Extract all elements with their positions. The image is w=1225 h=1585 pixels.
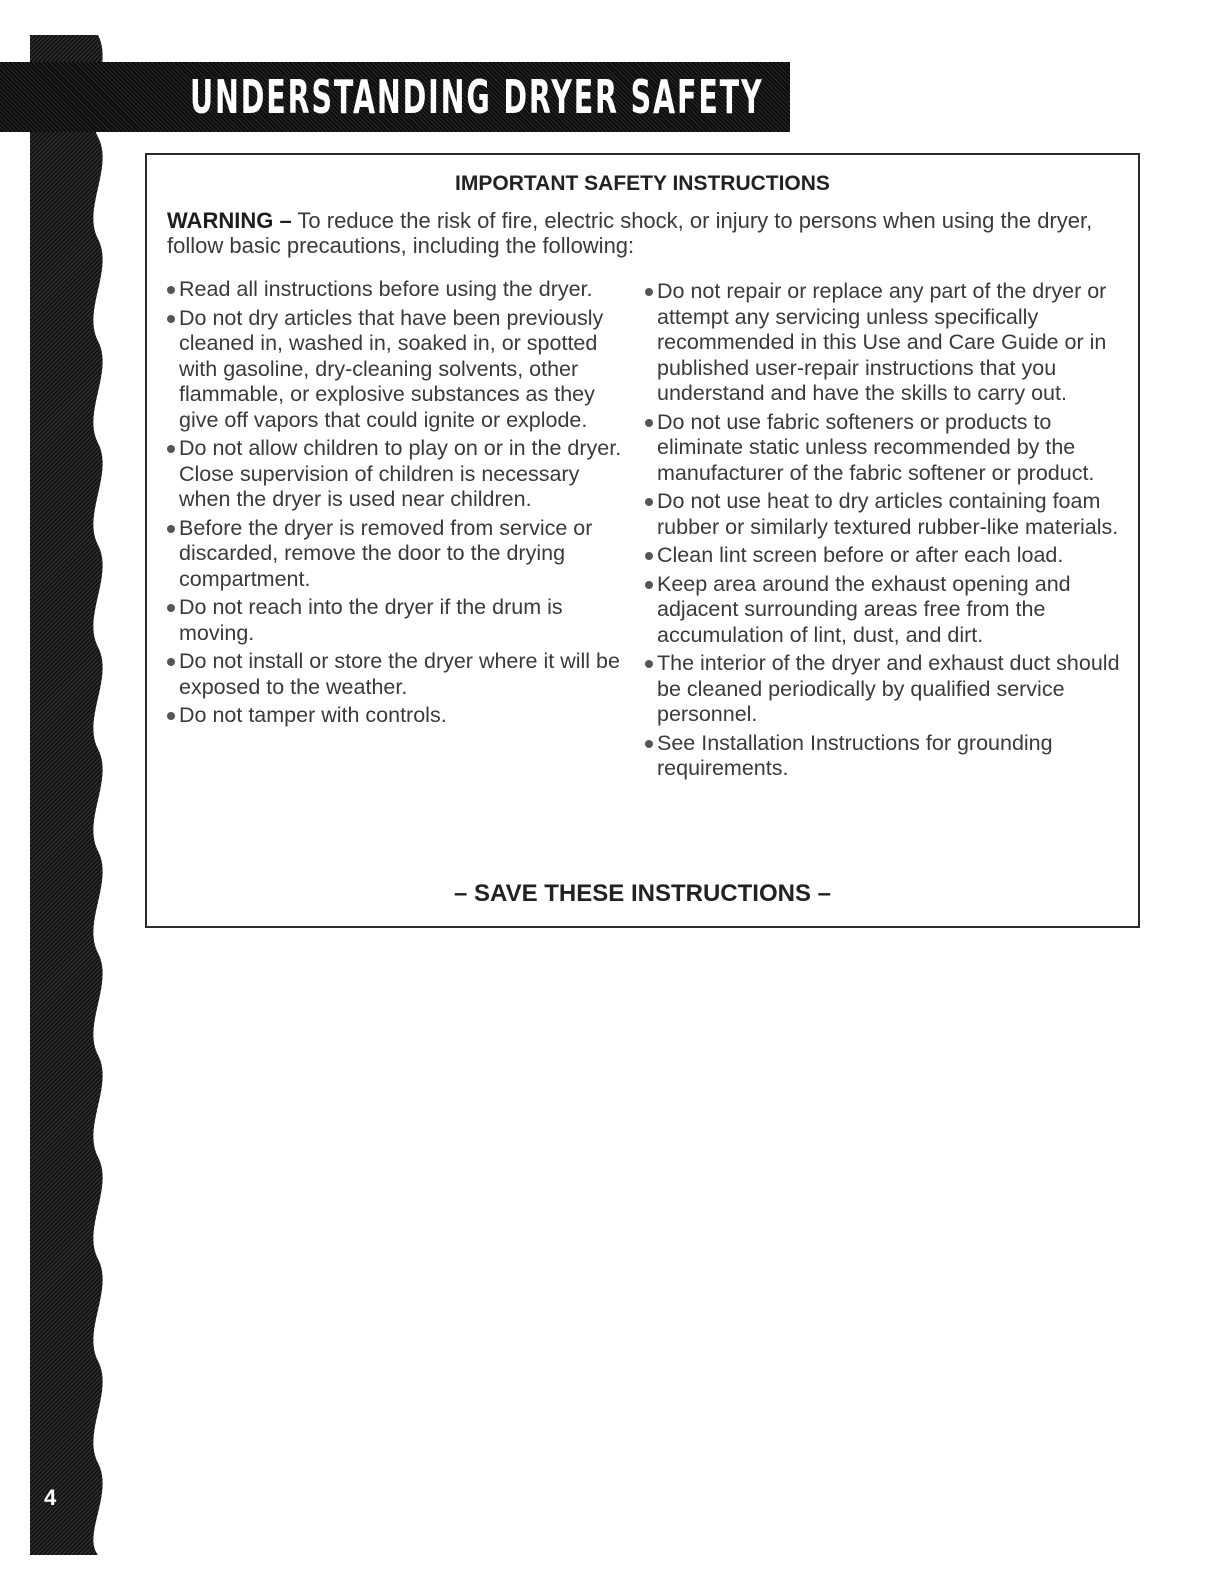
bullet-icon xyxy=(167,286,175,294)
bullet-icon xyxy=(167,658,175,666)
list-item xyxy=(645,279,1125,407)
list-item xyxy=(167,306,627,434)
list-item-text: Read all instructions before using the dryer. xyxy=(179,277,593,301)
list-item xyxy=(645,651,1125,728)
decorative-side-strip xyxy=(0,0,140,1585)
bullet-icon xyxy=(645,660,653,668)
warning-label: WARNING – xyxy=(167,208,292,233)
list-item xyxy=(167,516,627,593)
list-item xyxy=(645,410,1125,487)
list-item-text: Do not use heat to dry articles containing foam rubber or similarly textured rubber-like materials. xyxy=(657,489,1119,539)
list-item xyxy=(645,731,1125,782)
right-instructions-column xyxy=(645,279,1125,785)
list-item-text: Do not repair or replace any part of the dryer or attempt any servicing unless specifically recommended in this Use and Care Guide or in published user-repair instructions that you understand and have the skills to carry out. xyxy=(657,279,1107,405)
box-heading-text: IMPORTANT SAFETY INSTRUCTIONS xyxy=(455,172,830,195)
list-item xyxy=(645,489,1125,540)
list-item xyxy=(167,277,627,303)
warning-text: To reduce the risk of fire, electric shock, or injury to persons when using the dryer, follow basic precautions, including the following: xyxy=(167,208,1093,258)
list-item-text: Do not tamper with controls. xyxy=(179,703,447,727)
warning-paragraph xyxy=(167,208,1127,258)
list-item xyxy=(645,543,1125,569)
list-item-text: Do not allow children to play on or in the dryer. Close supervision of children is necessary when the dryer is used near children. xyxy=(179,436,622,511)
box-heading xyxy=(145,172,1140,196)
list-item-text: Keep area around the exhaust opening and adjacent surrounding areas free from the accumulation of lint, dust, and dirt. xyxy=(657,571,1071,647)
list-item-text: See Installation Instructions for grounding requirements. xyxy=(657,730,1053,780)
save-instructions-line xyxy=(145,880,1140,908)
bullet-icon xyxy=(645,288,653,296)
list-item-text: Do not install or store the dryer where it will be exposed to the weather. xyxy=(179,649,620,699)
save-instructions-text: – SAVE THESE INSTRUCTIONS – xyxy=(454,880,831,907)
list-item-text: The interior of the dryer and exhaust duct should be cleaned periodically by qualified service personnel. xyxy=(657,651,1120,726)
list-item xyxy=(645,572,1125,649)
left-instructions-column xyxy=(167,277,627,732)
bullet-icon xyxy=(645,498,653,506)
bullet-icon xyxy=(645,419,653,427)
bullet-icon xyxy=(645,740,653,748)
page-title: UNDERSTANDING DRYER SAFETY xyxy=(190,70,764,124)
bullet-icon xyxy=(645,552,653,560)
bullet-icon xyxy=(167,712,175,720)
bullet-icon xyxy=(167,315,175,323)
bullet-icon xyxy=(645,581,653,589)
page-number: 4 xyxy=(44,1485,57,1510)
bullet-icon xyxy=(167,604,175,612)
list-item xyxy=(167,595,627,646)
bullet-icon xyxy=(167,445,175,453)
list-item-text: Do not dry articles that have been previously cleaned in, washed in, soaked in, or spotted with gasoline, dry-cleaning solvents, other flammable, or explosive substances as they give off vapors that could ignite or explode. xyxy=(179,305,604,432)
list-item-text: Do not reach into the dryer if the drum is moving. xyxy=(179,595,563,645)
list-item xyxy=(167,649,627,700)
list-item xyxy=(167,703,627,729)
list-item xyxy=(167,436,627,513)
list-item-text: Before the dryer is removed from service or discarded, remove the door to the drying compartment. xyxy=(179,515,593,591)
list-item-text: Clean lint screen before or after each load. xyxy=(657,543,1064,567)
bullet-icon xyxy=(167,525,175,533)
list-item-text: Do not use fabric softeners or products to eliminate static unless recommended by the manufacturer of the fabric softener or product. xyxy=(657,409,1095,485)
